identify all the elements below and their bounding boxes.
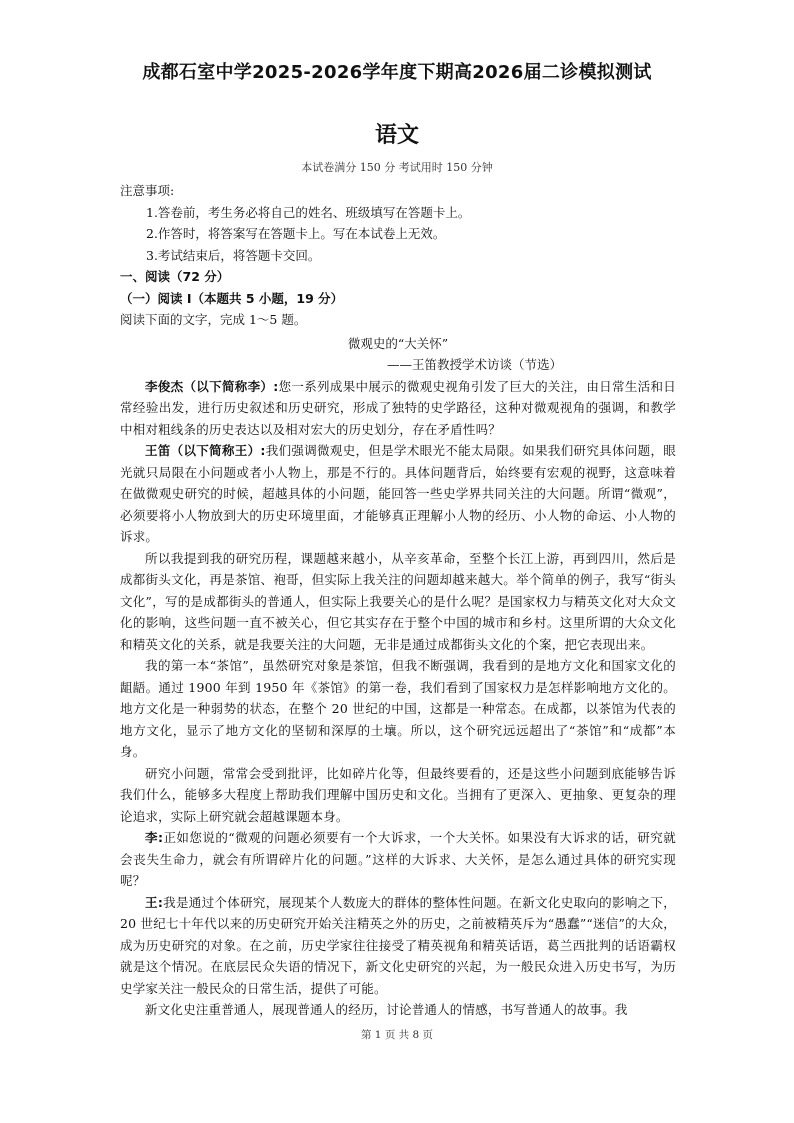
section-subtitle: （一）阅读 I（本题共 5 小题，19 分） (120, 290, 344, 306)
article-paragraph (120, 376, 676, 441)
article-paragraph (120, 827, 676, 892)
exam-info: 本试卷满分 150 分 考试用时 150 分钟 (301, 161, 493, 174)
paragraph-text: 我是通过个体研究，展现某个人数庞大的群体的整体性问题。在新文化史取向的影响之下，20 世纪七十年代以来的历史研究开始关注精英之外的历史，之前被精英斥为“愚蠢”“迷信”的大众，成为历史研究的对象。在之前，历史学家往往接受了精英视角和精英话语，葛兰西批判的话语霸权就是这个情况。在底层民众失语的情况下，新文化史研究的兴起，为一般民众进入历史书写，为历史学家关注一般民众的日常生活，提供了可能。 (120, 894, 676, 996)
paragraph-text: 我的第一本“茶馆”，虽然研究对象是茶馆，但我不断强调，我看到的是地方文化和国家文化的龃龉。通过 1900 年到 1950 年《茶馆》的第一卷，我们看到了国家权力是怎样影响地方文化的。地方文化是一种弱势的状态，在整个 20 世纪的中国，这都是一种常态。在成都，以茶馆为代表的地方文化，显示了地方文化的坚韧和深厚的土壤。所以，这个研究远远超出了“茶馆”和“成都”本身。 (120, 658, 676, 759)
document-body (120, 180, 676, 1021)
paragraph-text: 所以我提到我的研究历程，课题越来越小，从辛亥革命，至整个长江上游，再到四川，然后是成都街头文化，再是茶馆、袍哥，但实际上我关注的问题却越来越大。举个简单的例子，我写“街头文化”，写的是成都街头的普通人，但实际上我要关心的是什么呢？是国家权力与精英文化对大众文化的影响，这些问题一直不被关心，但它其实存在于整个中国的城市和乡村。这里所谓的大众文化和精英文化的关系，就是我要关注的大问题，无非是通过成都街头文化的个案，把它表现出来。 (120, 550, 676, 652)
article-title: 微观史的“大关怀” (347, 335, 449, 351)
exam-title: 成都石室中学2025-2026学年度下期高2026届二诊模拟测试 (142, 62, 652, 83)
article-paragraph (120, 548, 676, 656)
speaker-label: 王笛（以下简称王）: (145, 443, 266, 458)
paragraph-text: 您一系列成果中展示的微观史视角引发了巨大的关注，由日常生活和日常经验出发，进行历史叙述和历史研究，形成了独特的史学路径，这种对微观视角的强调，和教学中相对粗线条的历史表达以及相对宏大的历史划分，存在矛盾性吗？ (120, 378, 677, 437)
article-byline: ——王笛教授学术访谈（节选） (386, 357, 562, 372)
section-title: 一、阅读（72 分） (120, 269, 230, 284)
subject-title: 语文 (374, 123, 419, 148)
notice-item: 3.考试结束后，将答题卡交回。 (146, 247, 321, 263)
article-paragraph (120, 440, 676, 548)
paragraph-text: 正如您说的“微观的问题必须要有一个大诉求，一个大关怀。如果没有大诉求的话，研究就会丧失生命力，就会有所谓碎片化的问题。”这样的大诉求、大关怀，是怎么通过具体的研究实现呢？ (120, 830, 676, 888)
section-instruction: 阅读下面的文字，完成 1～5 题。 (120, 312, 307, 327)
article-paragraph (120, 999, 676, 1021)
speaker-label: 李俊杰（以下简称李）: (145, 378, 279, 394)
speaker-label: 李: (145, 830, 164, 845)
article-paragraph (120, 655, 676, 763)
notice-heading: 注意事项: (120, 183, 175, 198)
article-paragraph (120, 763, 676, 828)
notice-item: 2.作答时，将答案写在答题卡上。写在本试卷上无效。 (146, 226, 446, 241)
article-paragraph (120, 892, 676, 1000)
paragraph-text: 研究小问题，常常会受到批评，比如碎片化等，但最终要看的，还是这些小问题到底能够告诉我们什么，能够多大程度上帮助我们理解中国历史和文化。当拥有了更深入、更抽象、更复杂的理论追求，实际上研究就会超越课题本身。 (120, 765, 676, 824)
notice-item: 1.答卷前，考生务必将自己的姓名、班级填写在答题卡上。 (146, 204, 471, 220)
paragraph-text: 新文化史注重普通人，展现普通人的经历，讨论普通人的情感，书写普通人的故事。我 (145, 1002, 628, 1017)
speaker-label: 王: (145, 894, 164, 910)
page-footer: 第 1 页 共 8 页 (360, 1029, 434, 1041)
paragraph-text: 我们强调微观史，但是学术眼光不能太局限。如果我们研究具体问题，眼光就只局限在小问题或者小人物上，那是不行的。具体问题背后，始终要有宏观的视野，这意味着在做微观史研究的时候，超越具体的小问题，能回答一些史学界共同关注的大问题。所谓“微观”，必须要将小人物放到大的历史环境里面，才能够真正理解小人物的经历、小人物的命运、小人物的诉求。 (120, 443, 677, 544)
